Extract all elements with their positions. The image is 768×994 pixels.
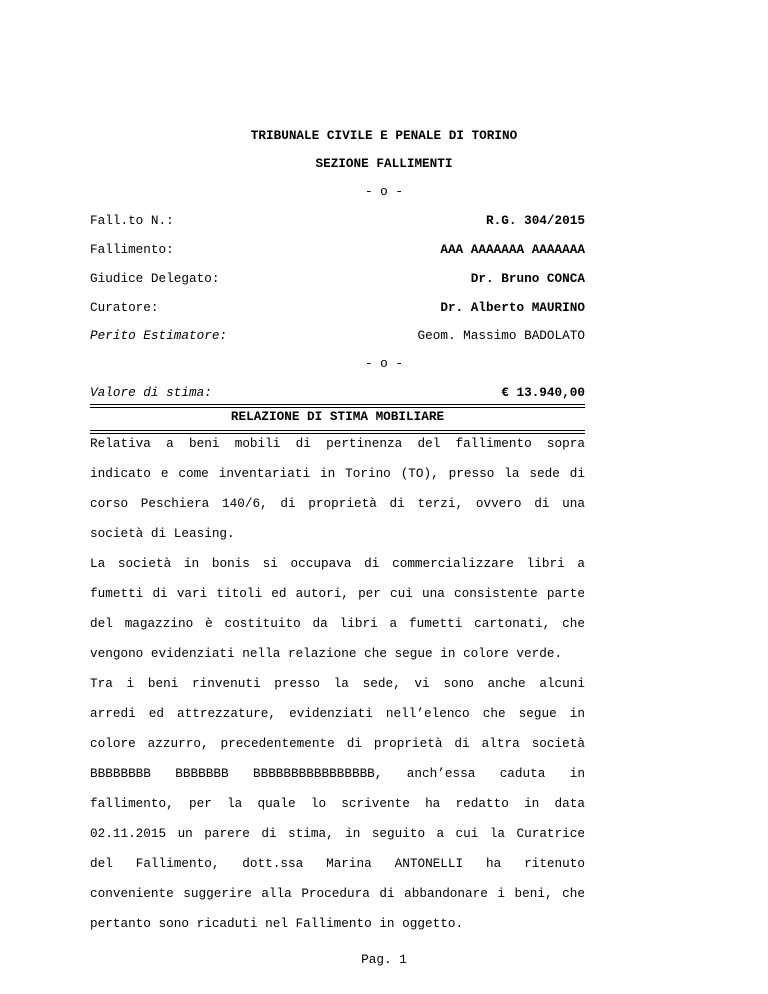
- body-line: società di Leasing.: [90, 526, 235, 541]
- body-line: del magazzino è costituito da libri a fumetti cartonati, che: [90, 616, 585, 631]
- body-line: fumetti di vari titoli ed autori, per cui una consistente parte: [90, 586, 585, 601]
- field-value-giudice: Dr. Bruno CONCA: [470, 271, 585, 286]
- separator: - o -: [364, 356, 404, 371]
- valuation-label: Valore di stima:: [90, 385, 212, 400]
- body-line: vengono evidenziati nella relazione che segue in colore verde.: [90, 646, 563, 661]
- court-title: TRIBUNALE CIVILE E PENALE DI TORINO: [250, 128, 518, 143]
- section-title: SEZIONE FALLIMENTI: [315, 156, 453, 171]
- field-value-perito: Geom. Massimo BADOLATO: [417, 328, 585, 343]
- body-line: del Fallimento, dott.ssa Marina ANTONELLI ha ritenuto: [90, 856, 585, 871]
- field-label-giudice: Giudice Delegato:: [90, 271, 220, 286]
- valuation-value: € 13.940,00: [501, 385, 585, 400]
- field-label-perito: Perito Estimatore:: [90, 328, 228, 343]
- report-title: RELAZIONE DI STIMA MOBILIARE: [230, 409, 445, 424]
- field-value-fall-to: R.G. 304/2015: [486, 213, 585, 228]
- body-line: colore azzurro, precedentemente di proprietà di altra società: [90, 736, 585, 751]
- body-line: Tra i beni rinvenuti presso la sede, vi sono anche alcuni: [90, 676, 585, 691]
- body-line: BBBBBBBB BBBBBBB BBBBBBBBBBBBBBBB, anch’essa caduta in: [90, 766, 585, 781]
- body-line: Relativa a beni mobili di pertinenza del fallimento sopra: [90, 436, 585, 451]
- divider-top: [90, 404, 585, 408]
- separator: - o -: [364, 184, 404, 199]
- field-label-fallimento: Fallimento:: [90, 242, 174, 257]
- body-line: fallimento, per la quale lo scrivente ha redatto in data: [90, 796, 585, 811]
- divider-bottom: [90, 430, 585, 434]
- field-value-curatore: Dr. Alberto MAURINO: [440, 300, 585, 315]
- body-line: La società in bonis si occupava di commercializzare libri a: [90, 556, 585, 571]
- page-number: Pag. 1: [361, 952, 407, 967]
- body-line: pertanto sono ricaduti nel Fallimento in oggetto.: [90, 916, 464, 931]
- body-line: indicato e come inventariati in Torino (TO), presso la sede di: [90, 466, 585, 481]
- body-line: 02.11.2015 un parere di stima, in seguito a cui la Curatrice: [90, 826, 585, 841]
- field-label-fall-to: Fall.to N.:: [90, 213, 174, 228]
- body-line: corso Peschiera 140/6, di proprietà di terzi, ovvero di una: [90, 496, 585, 511]
- body-line: conveniente suggerire alla Procedura di abbandonare i beni, che: [90, 886, 585, 901]
- field-label-curatore: Curatore:: [90, 300, 159, 315]
- body-line: arredi ed attrezzature, evidenziati nell’elenco che segue in: [90, 706, 585, 721]
- field-value-fallimento: AAA AAAAAAA AAAAAAA: [440, 242, 585, 257]
